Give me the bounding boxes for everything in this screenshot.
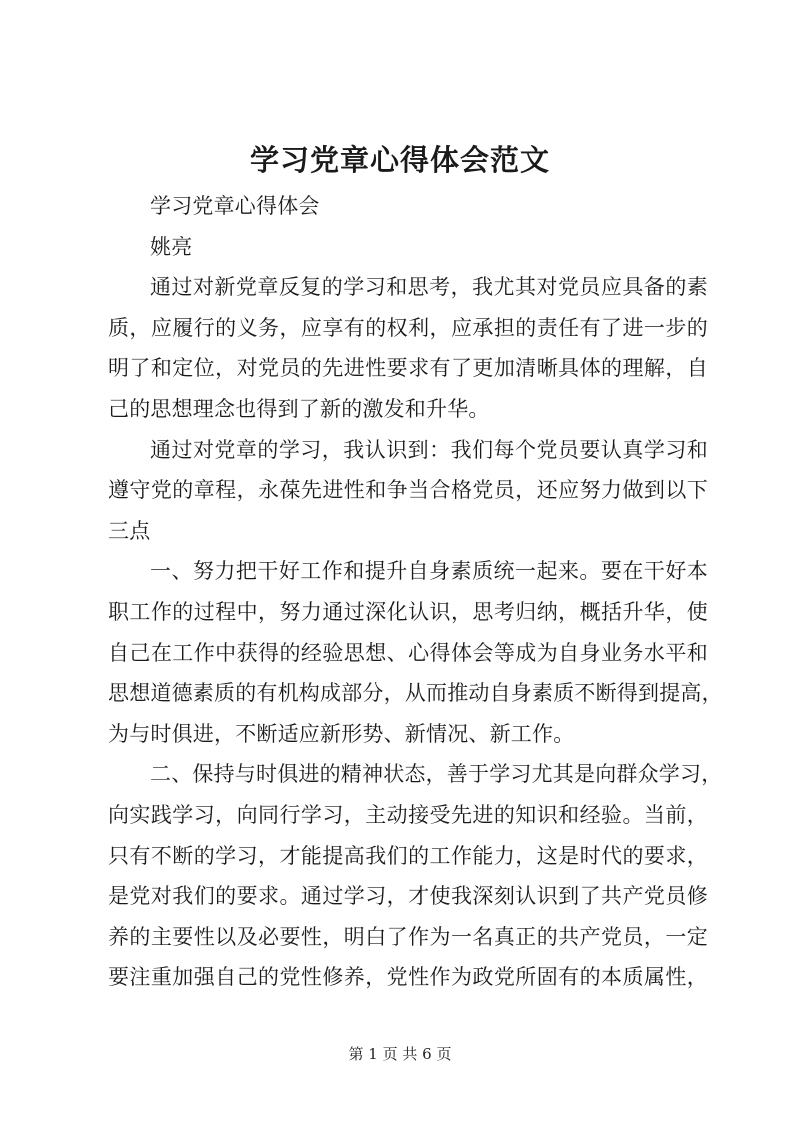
paragraph-4 xyxy=(108,754,723,998)
paragraph-line: 通过对新党章反复的学习和思考，我尤其对党员应具备的素 xyxy=(150,275,708,300)
subtitle: 学习党章心得体会 xyxy=(150,194,320,218)
paragraph-line: 职工作的过程中，努力通过深化认识，思考归纳，概括升华，使 xyxy=(108,599,708,624)
paragraph-1 xyxy=(108,267,708,429)
paragraph-line: 养的主要性以及必要性，明白了作为一名真正的共产党员，一定 xyxy=(108,924,708,949)
paragraph-line: 己的思想理念也得到了新的激发和升华。 xyxy=(108,396,490,421)
paragraph-line: 一、努力把干好工作和提升自身素质统一起来。要在干好本 xyxy=(150,559,708,584)
paragraph-line: 质，应履行的义务，应享有的权利，应承担的责任有了进一步的 xyxy=(108,315,708,340)
paragraph-line: 思想道德素质的有机构成部分，从而推动自身素质不断得到提高， xyxy=(108,681,723,706)
paragraph-line: 三点 xyxy=(108,518,151,543)
document-body xyxy=(108,186,723,998)
paragraph-line: 明了和定位，对党员的先进性要求有了更加清晰具体的理解，自 xyxy=(108,356,708,381)
paragraph-line: 通过对党章的学习，我认识到：我们每个党员要认真学习和 xyxy=(150,437,708,462)
paragraph-line: 是党对我们的要求。通过学习，才使我深刻认识到了共产党员修 xyxy=(108,884,708,909)
paragraph-3 xyxy=(108,551,723,754)
paragraph-line: 为与时俱进，不断适应新形势、新情况、新工作。 xyxy=(108,721,575,746)
paragraph-line: 遵守党的章程，永葆先进性和争当合格党员，还应努力做到以下 xyxy=(108,478,708,503)
page-footer: 第 1 页 共 6 页 xyxy=(348,1045,452,1063)
paragraph-line: 要注重加强自己的党性修养，党性作为政党所固有的本质属性， xyxy=(108,965,708,990)
document-title: 学习党章心得体会范文 xyxy=(249,143,550,177)
author: 姚亮 xyxy=(150,234,193,259)
paragraph-line: 向实践学习，向同行学习，主动接受先进的知识和经验。当前， xyxy=(108,802,708,827)
paragraph-line: 自己在工作中获得的经验思想、心得体会等成为自身业务水平和 xyxy=(108,640,708,665)
paragraph-line: 只有不断的学习，才能提高我们的工作能力，这是时代的要求， xyxy=(108,843,708,868)
paragraph-2 xyxy=(108,430,708,552)
paragraph-line: 二、保持与时俱进的精神状态，善于学习尤其是向群众学习， xyxy=(150,762,723,787)
